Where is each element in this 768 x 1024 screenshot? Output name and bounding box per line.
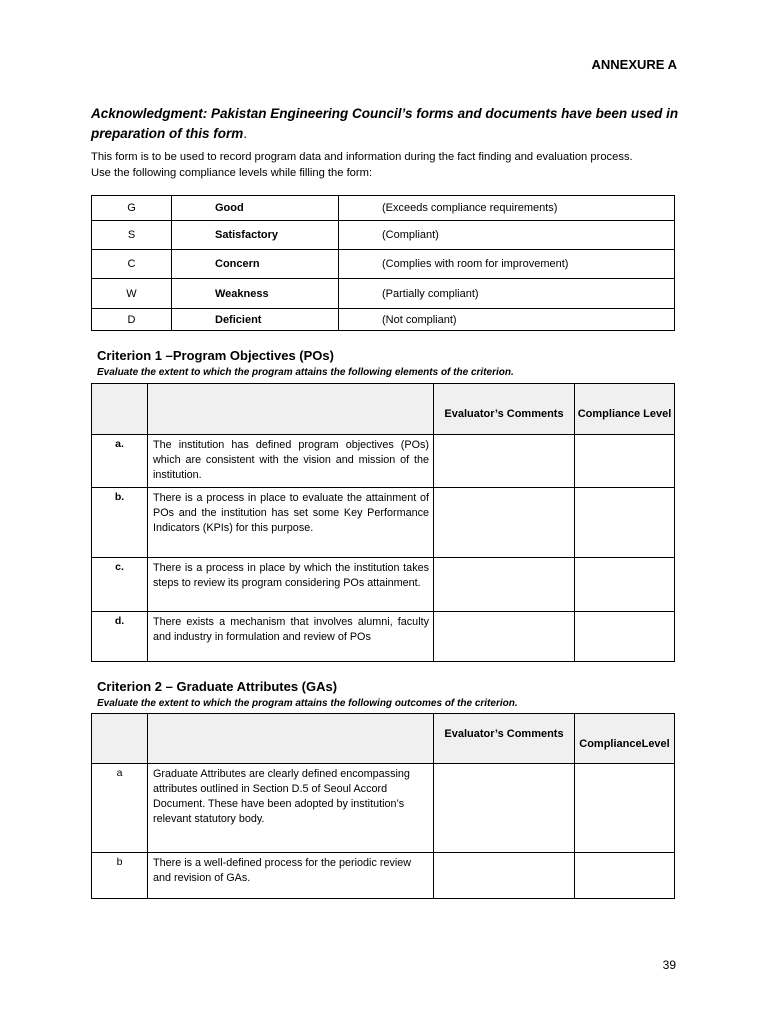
level-code: S xyxy=(92,221,172,250)
compliance-level-row xyxy=(92,279,675,309)
row-statement: There is a process in place by which the institution takes steps to review its program considering POs attainment. xyxy=(148,558,434,612)
row-statement: There is a well-defined process for the periodic review and revision of GAs. xyxy=(148,853,434,899)
compliance-level-row xyxy=(92,250,675,279)
row-statement: There is a process in place to evaluate the attainment of POs and the institution has set some Key Performance Indicators (KPIs) for this purpose. xyxy=(148,488,434,558)
level-code: G xyxy=(92,196,172,221)
compliance-level-cell[interactable] xyxy=(575,435,675,488)
compliance-level-cell[interactable] xyxy=(575,558,675,612)
page-number: 39 xyxy=(662,958,676,972)
evaluator-comments-cell[interactable] xyxy=(434,435,575,488)
level-description: (Exceeds compliance requirements) xyxy=(339,196,675,221)
acknowledgment-period: . xyxy=(243,126,248,141)
table-header-row xyxy=(92,714,675,764)
table-row xyxy=(92,488,675,558)
intro-paragraph: This form is to be used to record program data and information during the fact finding and evaluation process. Use the following compliance levels while filling the form: xyxy=(91,151,633,179)
acknowledgment xyxy=(91,104,681,144)
row-letter: a. xyxy=(92,435,148,488)
criterion-2-subtitle: Evaluate the extent to which the program attains the following outcomes of the criterion. xyxy=(97,698,518,709)
row-statement: Graduate Attributes are clearly defined encompassing attributes outlined in Section D.5 of Seoul Accord Document. These have been adopted by institution’s relevant statutory body. xyxy=(148,764,434,853)
compliance-level-row xyxy=(92,221,675,250)
row-letter: b. xyxy=(92,488,148,558)
criterion-1-table xyxy=(91,383,675,662)
row-letter: b xyxy=(92,853,148,899)
annexure-label: ANNEXURE A xyxy=(591,57,677,72)
table-row xyxy=(92,435,675,488)
compliance-level-row xyxy=(92,309,675,331)
header-evaluator-comments: Evaluator’s Comments xyxy=(434,384,575,435)
level-name: Good xyxy=(172,196,339,221)
header-evaluator-comments: Evaluator’s Comments xyxy=(434,714,575,764)
evaluator-comments-cell[interactable] xyxy=(434,612,575,662)
evaluator-comments-cell[interactable] xyxy=(434,764,575,853)
header-compliance-level: Compliance Level xyxy=(575,384,675,435)
level-code: W xyxy=(92,279,172,309)
compliance-level-cell[interactable] xyxy=(575,488,675,558)
table-row xyxy=(92,764,675,853)
row-statement: The institution has defined program objectives (POs) which are consistent with the vision and mission of the institution. xyxy=(148,435,434,488)
evaluator-comments-cell[interactable] xyxy=(434,488,575,558)
level-name: Satisfactory xyxy=(172,221,339,250)
level-name: Concern xyxy=(172,250,339,279)
evaluator-comments-cell[interactable] xyxy=(434,558,575,612)
level-description: (Not compliant) xyxy=(339,309,675,331)
table-row xyxy=(92,612,675,662)
level-code: D xyxy=(92,309,172,331)
evaluator-comments-cell[interactable] xyxy=(434,853,575,899)
criterion-2-title: Criterion 2 – Graduate Attributes (GAs) xyxy=(97,679,338,694)
level-code: C xyxy=(92,250,172,279)
criterion-1-title: Criterion 1 –Program Objectives (POs) xyxy=(97,348,334,363)
level-name: Weakness xyxy=(172,279,339,309)
table-row xyxy=(92,558,675,612)
compliance-level-cell[interactable] xyxy=(575,764,675,853)
criterion-1-subtitle: Evaluate the extent to which the program attains the following elements of the criterion. xyxy=(97,367,514,378)
level-description: (Partially compliant) xyxy=(339,279,675,309)
row-letter: d. xyxy=(92,612,148,662)
compliance-levels-table xyxy=(91,195,675,331)
table-header-row xyxy=(92,384,675,435)
criterion-2-table xyxy=(91,713,675,899)
table-row xyxy=(92,853,675,899)
level-description: (Compliant) xyxy=(339,221,675,250)
level-description: (Complies with room for improvement) xyxy=(339,250,675,279)
row-letter: a xyxy=(92,764,148,853)
row-statement: There exists a mechanism that involves alumni, faculty and industry in formulation and review of POs xyxy=(148,612,434,662)
row-letter: c. xyxy=(92,558,148,612)
header-compliance-level: ComplianceLevel xyxy=(575,714,675,764)
acknowledgment-text: Acknowledgment: Pakistan Engineering Council’s forms and documents have been used in preparation of this form xyxy=(91,106,679,141)
level-name: Deficient xyxy=(172,309,339,331)
compliance-level-cell[interactable] xyxy=(575,612,675,662)
compliance-level-row xyxy=(92,196,675,221)
compliance-level-cell[interactable] xyxy=(575,853,675,899)
